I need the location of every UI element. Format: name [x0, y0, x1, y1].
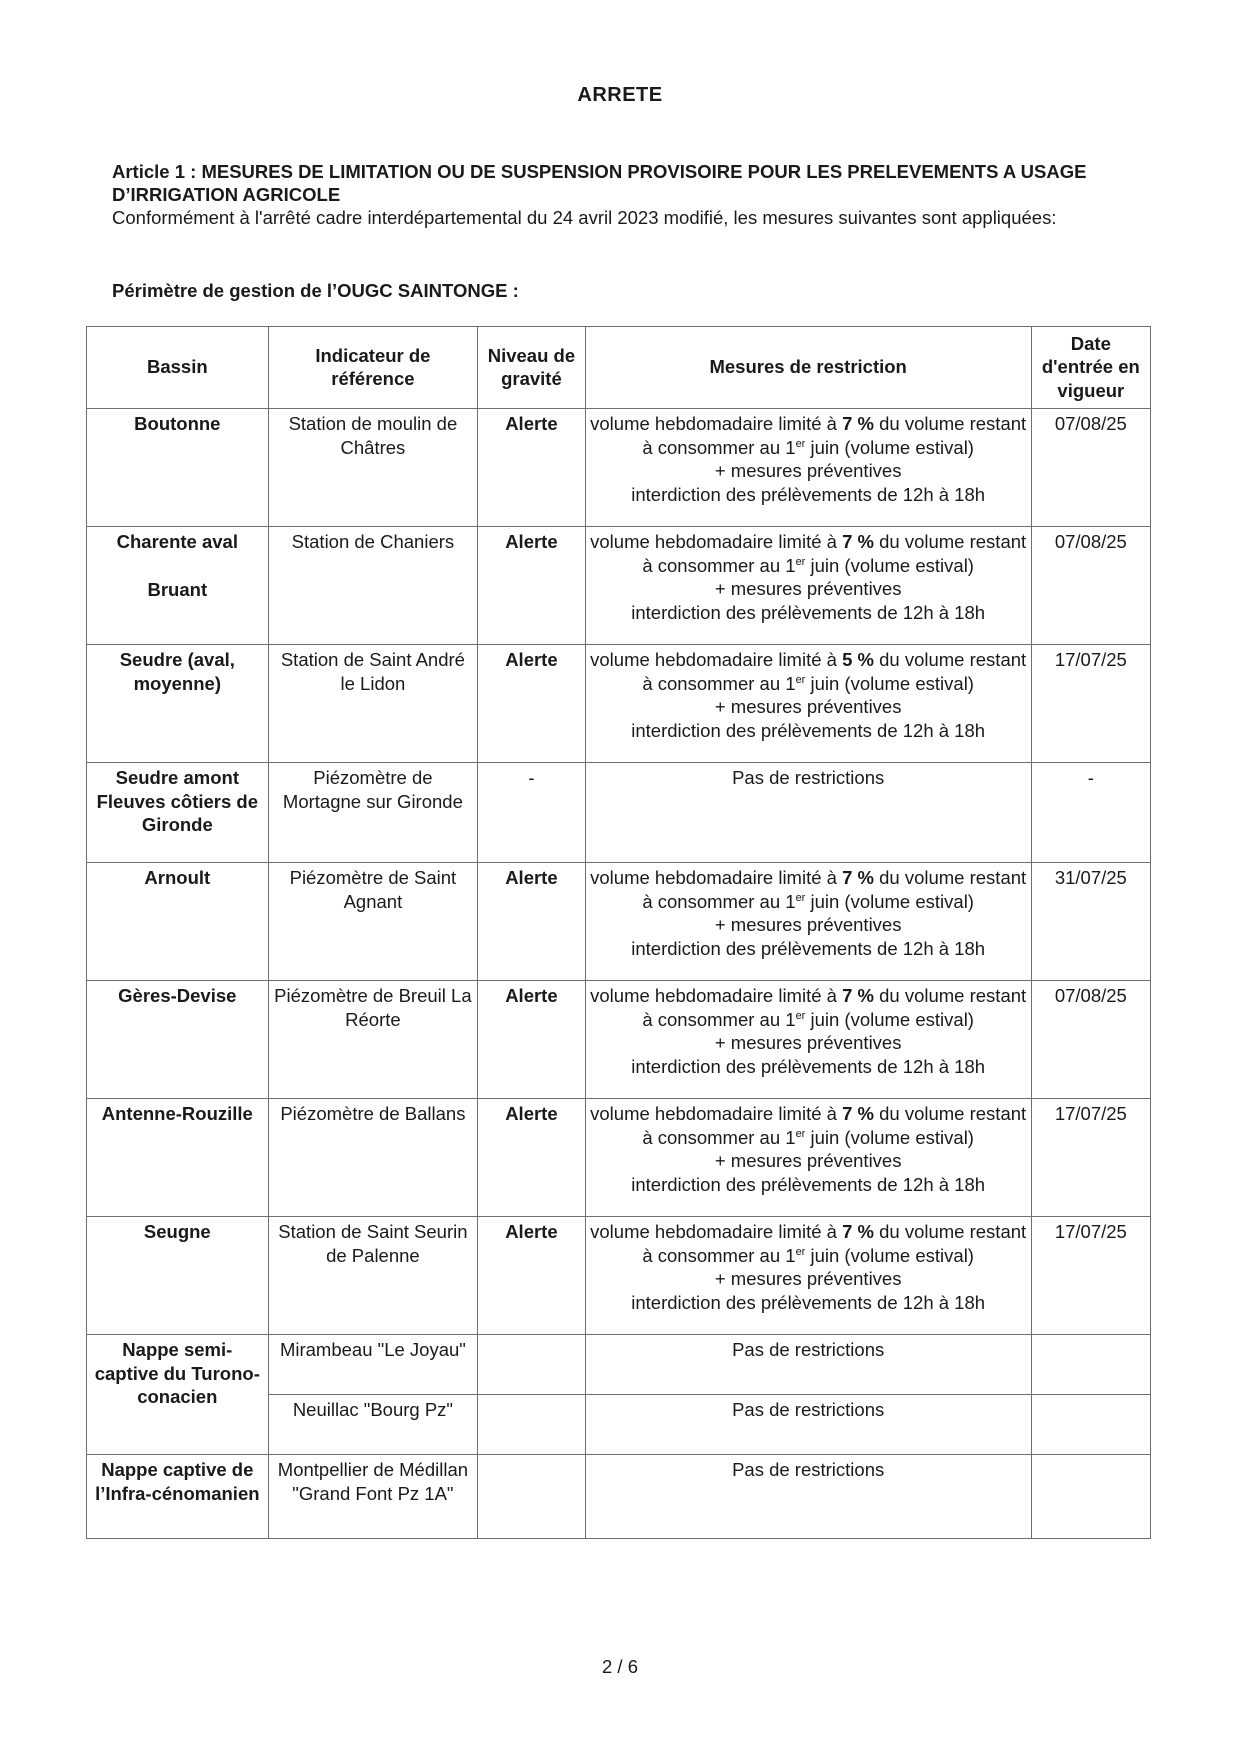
measure-ban: interdiction des prélèvements de 12h à 18h [631, 483, 986, 505]
cell-date: - [1031, 763, 1150, 863]
cell-niveau: Alerte [478, 645, 585, 763]
measure-volume: volume hebdomadaire limité à 7 % du volume restant à consommer au 1er juin (volume estival) [590, 985, 1027, 1030]
table-row [87, 527, 1151, 645]
page-number: 2 / 6 [602, 1656, 638, 1677]
cell-bassin: Nappe captive de l’Infra-cénomanien [87, 1455, 269, 1539]
measure-ban: interdiction des prélèvements de 12h à 18h [631, 719, 986, 741]
header-date: Date d'entrée en vigueur [1031, 327, 1150, 409]
measure-preventive: + mesures préventives [714, 1268, 902, 1289]
table-header-row [87, 327, 1151, 409]
cell-indicateur: Station de Saint Seurin de Palenne [268, 1217, 478, 1335]
cell-mesures [585, 409, 1031, 527]
cell-date [1031, 1395, 1150, 1455]
measure-preventive: + mesures préventives [714, 1032, 902, 1053]
cell-mesures [585, 1099, 1031, 1217]
measure-volume: volume hebdomadaire limité à 7 % du volume restant à consommer au 1er juin (volume estival) [590, 1103, 1027, 1148]
cell-indicateur: Mirambeau "Le Joyau" [268, 1335, 478, 1395]
cell-mesures: Pas de restrictions [585, 1395, 1031, 1455]
header-mesures: Mesures de restriction [585, 327, 1031, 409]
cell-mesures [585, 1217, 1031, 1335]
cell-bassin: Seudre (aval, moyenne) [87, 645, 269, 763]
measure-volume: volume hebdomadaire limité à 7 % du volume restant à consommer au 1er juin (volume estival) [590, 531, 1027, 576]
cell-indicateur: Piézomètre de Breuil La Réorte [268, 981, 478, 1099]
table-row [87, 763, 1151, 863]
cell-mesures [585, 645, 1031, 763]
cell-mesures [585, 863, 1031, 981]
cell-indicateur: Piézomètre de Ballans [268, 1099, 478, 1217]
table-row [87, 863, 1151, 981]
cell-niveau [478, 1455, 585, 1539]
article-intro: Conformément à l'arrêté cadre interdépartemental du 24 avril 2023 modifié, les mesures suivantes sont appliquées: [112, 207, 1057, 228]
measure-volume: volume hebdomadaire limité à 7 % du volume restant à consommer au 1er juin (volume estival) [590, 413, 1027, 458]
cell-niveau: Alerte [478, 527, 585, 645]
cell-indicateur: Station de Chaniers [268, 527, 478, 645]
header-indicateur: Indicateur de référence [268, 327, 478, 409]
cell-niveau: Alerte [478, 863, 585, 981]
measure-preventive: + mesures préventives [714, 578, 902, 599]
cell-niveau [478, 1335, 585, 1395]
page-title: ARRETE [577, 84, 663, 106]
restrictions-table [86, 326, 1151, 1539]
cell-niveau [478, 1395, 585, 1455]
cell-date: 07/08/25 [1031, 409, 1150, 527]
cell-date: 31/07/25 [1031, 863, 1150, 981]
cell-date: 17/07/25 [1031, 1099, 1150, 1217]
measure-ban: interdiction des prélèvements de 12h à 18h [631, 1055, 986, 1077]
cell-date [1031, 1335, 1150, 1395]
cell-niveau: - [478, 763, 585, 863]
table-row [87, 981, 1151, 1099]
cell-bassin: Boutonne [87, 409, 269, 527]
cell-mesures [585, 981, 1031, 1099]
cell-niveau: Alerte [478, 409, 585, 527]
cell-date [1031, 1455, 1150, 1539]
measure-ban: interdiction des prélèvements de 12h à 18h [631, 601, 986, 623]
header-bassin: Bassin [87, 327, 269, 409]
cell-indicateur: Piézomètre de Mortagne sur Gironde [268, 763, 478, 863]
cell-indicateur: Piézomètre de Saint Agnant [268, 863, 478, 981]
cell-bassin: Nappe semi-captive du Turono-conacien [87, 1335, 269, 1455]
cell-bassin: Seudre amont Fleuves côtiers de Gironde [87, 763, 269, 863]
measure-preventive: + mesures préventives [714, 1150, 902, 1171]
cell-mesures: Pas de restrictions [585, 763, 1031, 863]
table-row [87, 1455, 1151, 1539]
cell-date: 17/07/25 [1031, 1217, 1150, 1335]
cell-bassin: Seugne [87, 1217, 269, 1335]
cell-bassin: Gères-Devise [87, 981, 269, 1099]
cell-mesures [585, 527, 1031, 645]
cell-niveau: Alerte [478, 981, 585, 1099]
article-1 [112, 160, 1142, 229]
cell-niveau: Alerte [478, 1217, 585, 1335]
measure-preventive: + mesures préventives [714, 696, 902, 717]
cell-bassin: Antenne-Rouzille [87, 1099, 269, 1217]
cell-indicateur: Station de moulin de Châtres [268, 409, 478, 527]
measure-ban: interdiction des prélèvements de 12h à 18h [631, 1291, 986, 1313]
cell-indicateur: Neuillac "Bourg Pz" [268, 1395, 478, 1455]
cell-bassin: Arnoult [87, 863, 269, 981]
measure-preventive: + mesures préventives [714, 914, 902, 935]
perimeter-heading: Périmètre de gestion de l’OUGC SAINTONGE : [112, 280, 519, 301]
measure-preventive: + mesures préventives [714, 460, 902, 481]
cell-indicateur: Station de Saint André le Lidon [268, 645, 478, 763]
measure-volume: volume hebdomadaire limité à 7 % du volume restant à consommer au 1er juin (volume estival) [590, 867, 1027, 912]
cell-indicateur: Montpellier de Médillan "Grand Font Pz 1A" [268, 1455, 478, 1539]
cell-mesures: Pas de restrictions [585, 1455, 1031, 1539]
cell-bassin: Charente aval Bruant [87, 527, 269, 645]
measure-volume: volume hebdomadaire limité à 5 % du volume restant à consommer au 1er juin (volume estival) [590, 649, 1027, 694]
table-row [87, 409, 1151, 527]
cell-date: 07/08/25 [1031, 527, 1150, 645]
table-row [87, 1335, 1151, 1395]
cell-date: 17/07/25 [1031, 645, 1150, 763]
measure-ban: interdiction des prélèvements de 12h à 18h [631, 937, 986, 959]
article-heading: Article 1 : MESURES DE LIMITATION OU DE SUSPENSION PROVISOIRE POUR LES PRELEVEMENTS A USAGE D’IRRIGATION AGRICOLE [112, 161, 1087, 205]
table-row [87, 645, 1151, 763]
cell-mesures: Pas de restrictions [585, 1335, 1031, 1395]
cell-date: 07/08/25 [1031, 981, 1150, 1099]
table-row [87, 1217, 1151, 1335]
measure-volume: volume hebdomadaire limité à 7 % du volume restant à consommer au 1er juin (volume estival) [590, 1221, 1027, 1266]
header-niveau: Niveau de gravité [478, 327, 585, 409]
table-row [87, 1099, 1151, 1217]
measure-ban: interdiction des prélèvements de 12h à 18h [631, 1173, 986, 1195]
cell-niveau: Alerte [478, 1099, 585, 1217]
